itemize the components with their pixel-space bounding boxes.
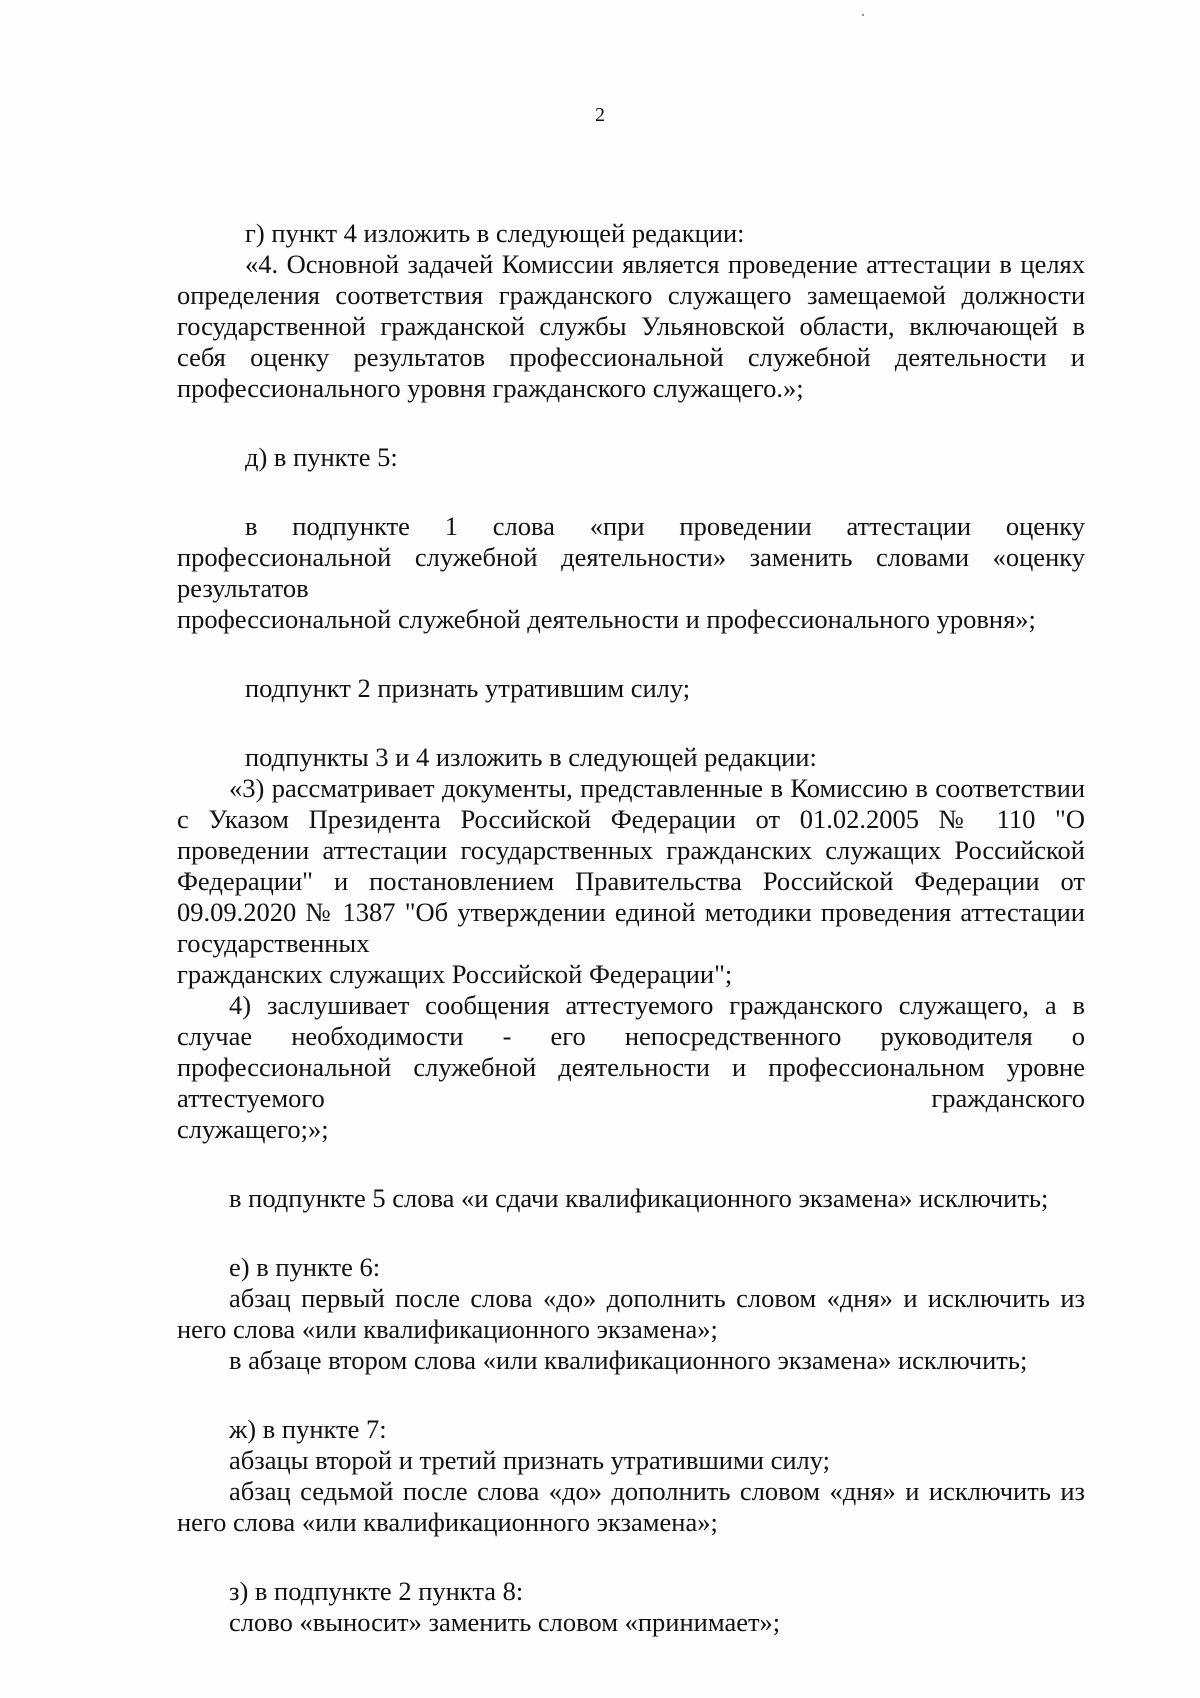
paragraph-item-g: г) пункт 4 изложить в следующей редакции: — [245, 218, 745, 248]
paragraph-item-6-first: абзац первый после слова «до» дополнить словом «дня» и исключить из него слова «или квалификационного экзамена»; — [177, 1283, 1085, 1344]
document-body — [177, 218, 1085, 1638]
paragraph-item-7-seventh: абзац седьмой после слова «до» дополнить словом «дня» и исключить из него слова «или квалификационного экзамена»; — [177, 1476, 1085, 1537]
paragraph-item-e: е) в пункте 6: — [229, 1252, 381, 1282]
paragraph-subitem-1-end: профессиональной служебной деятельности и профессионального уровня»; — [177, 604, 1036, 634]
paragraph-subitem-4-text: 4) заслушивает сообщения аттестуемого гражданского служащего, а в случае необходимости - его непосредственного руководителя о профессиональной служебной деятельности и профессиональном уровне аттестуемого гражданского — [177, 990, 1085, 1113]
page-number: 2 — [595, 104, 605, 126]
paragraph-item-4-text: «4. Основной задачей Комиссии является проведение аттестации в целях определения соответствия гражданского служащего замещаемой должности государственной гражданской службы Ульяновской области, включающей в себя оценку результатов профессиональной служебной деятельности и — [177, 249, 1085, 372]
paragraph-subitem-3-text: «3) рассматривает документы, представленные в Комиссию в соответствии с Указом Президента Российской Федерации от 01.02.2005 № 110 "О проведении аттестации государственных гражданских служащих Российской Федерации" и постановлением Правительства Российской Федерации от 09.09.2020 № 1387 "Об утверждении единой методики проведения аттестации государственных — [177, 773, 1085, 958]
paragraph-item-6-second: в абзаце втором слова «или квалификационного экзамена» исключить; — [229, 1345, 1028, 1375]
paragraph-subitem-5: в подпункте 5 слова «и сдачи квалификационного экзамена» исключить; — [229, 1183, 1049, 1213]
paragraph-item-7-second-third: абзацы второй и третий признать утратившими силу; — [229, 1445, 830, 1475]
paragraph-subitems-3-4: подпункты 3 и 4 изложить в следующей редакции: — [245, 742, 817, 772]
paragraph-subitem-3-text-end: гражданских служащих Российской Федерации"; — [177, 959, 733, 989]
paragraph-subitem-2: подпункт 2 признать утратившим силу; — [245, 673, 691, 703]
paragraph-item-4-text-end: профессионального уровня гражданского служащего.»; — [177, 373, 804, 403]
scan-speck — [862, 14, 864, 16]
paragraph-subitem-1: в подпункте 1 слова «при проведении аттестации оценку профессиональной служебной деятельности» заменить словами «оценку результатов — [177, 511, 1085, 603]
paragraph-item-d: д) в пункте 5: — [245, 442, 398, 472]
paragraph-item-8-word: слово «выносит» заменить словом «принимает»; — [229, 1607, 781, 1637]
paragraph-item-zh: ж) в пункте 7: — [229, 1414, 387, 1444]
paragraph-subitem-4-text-end: служащего;»; — [177, 1114, 329, 1144]
paragraph-item-z: з) в подпункте 2 пункта 8: — [229, 1576, 524, 1606]
